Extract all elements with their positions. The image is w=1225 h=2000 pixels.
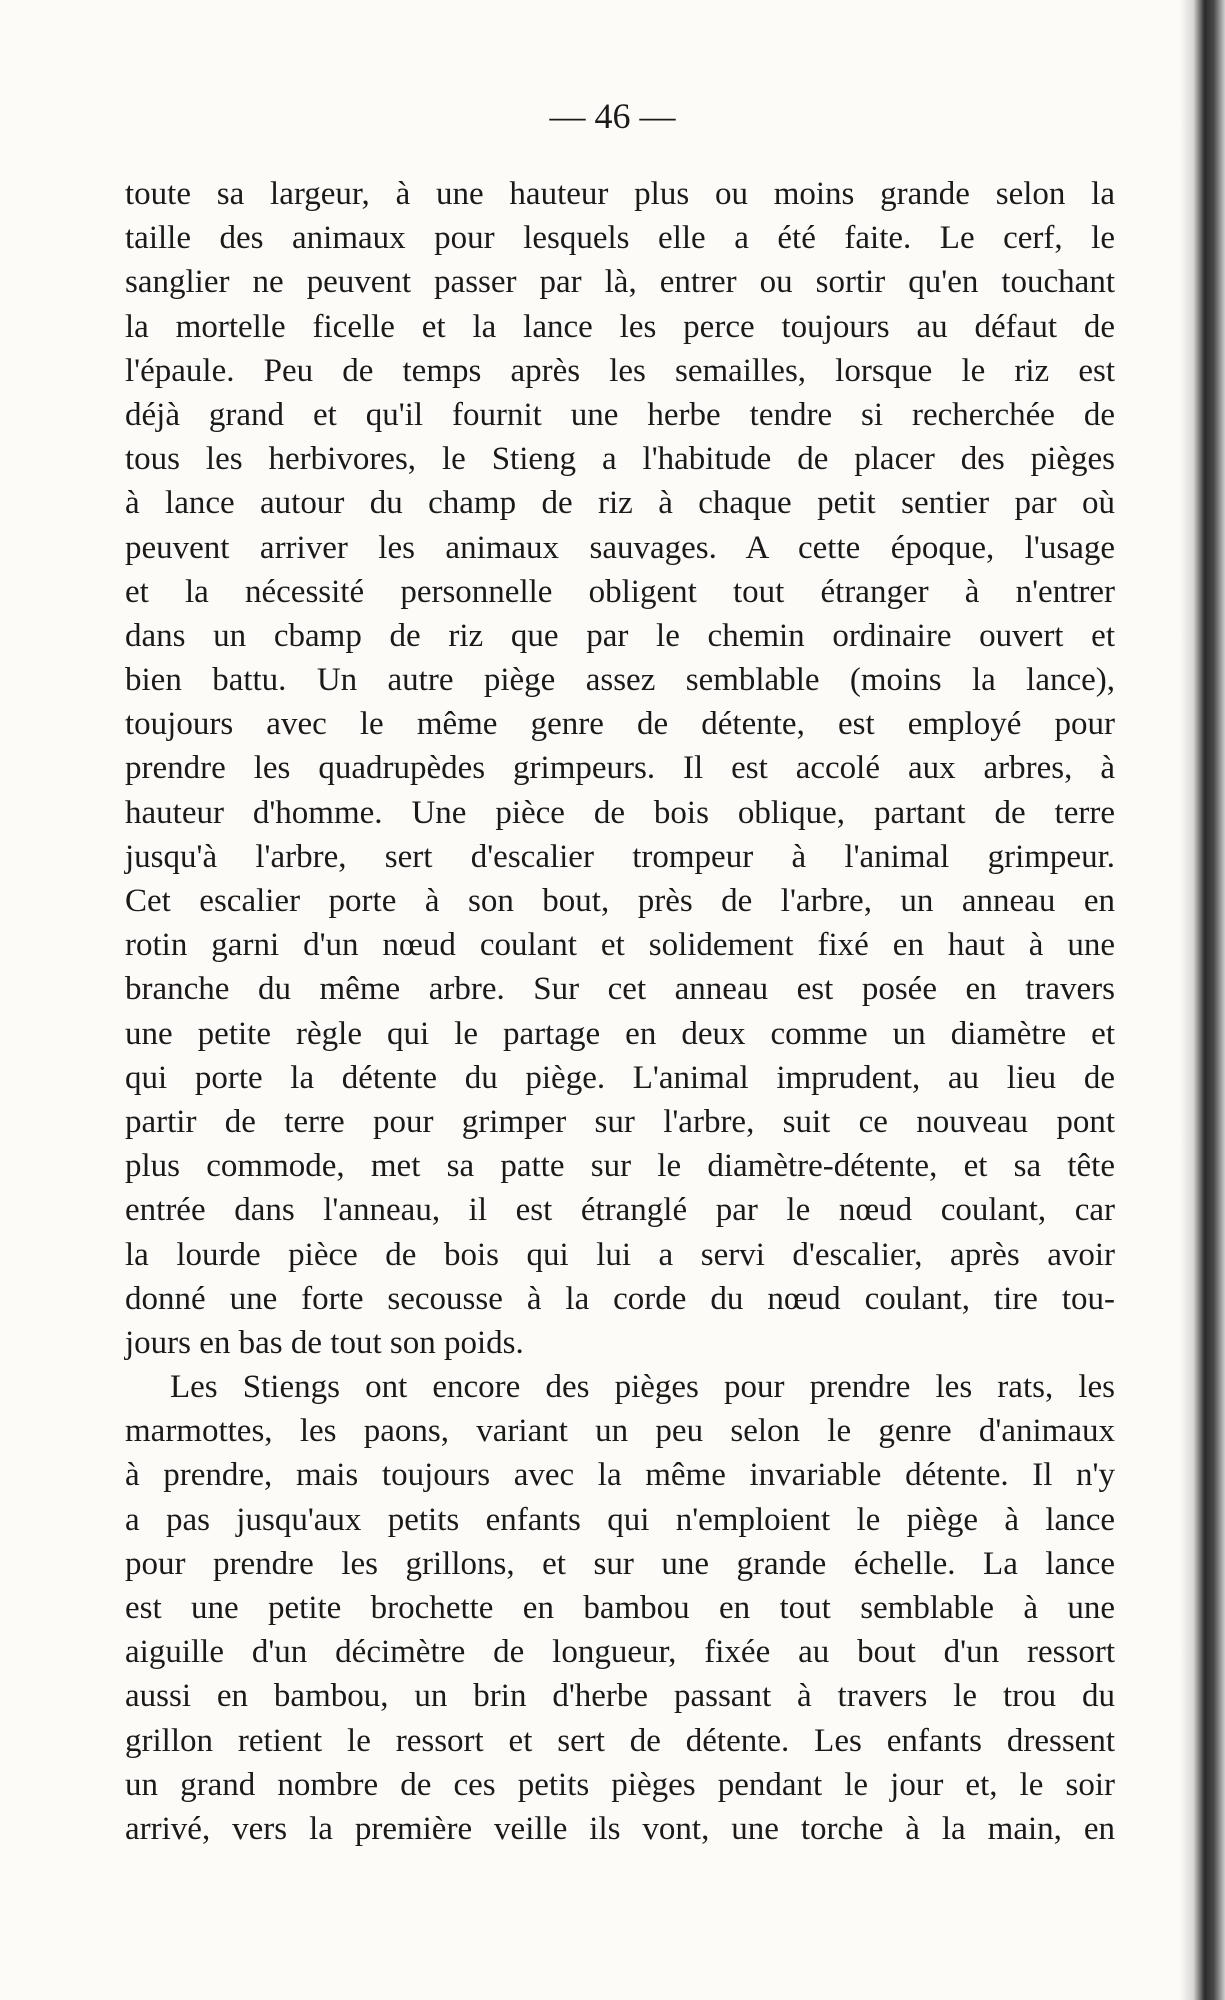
- text-line: à lance autour du champ de riz à chaque petit sentier par où: [125, 485, 1115, 522]
- text-line: branche du même arbre. Sur cet anneau est posée en travers: [125, 971, 1115, 1008]
- text-line: plus commode, met sa patte sur le diamètre-détente, et sa tête: [125, 1148, 1115, 1185]
- page-body: [125, 172, 1115, 1851]
- text-line: dans un cbamp de riz que par le chemin ordinaire ouvert et: [125, 617, 1115, 654]
- text-line: aiguille d'un décimètre de longueur, fixée au bout d'un ressort: [125, 1634, 1115, 1671]
- text-line: à prendre, mais toujours avec la même invariable détente. Il n'y: [125, 1457, 1115, 1494]
- text-line: un grand nombre de ces petits pièges pendant le jour et, le soir: [125, 1766, 1115, 1803]
- text-line: jusqu'à l'arbre, sert d'escalier trompeur à l'animal grimpeur.: [125, 838, 1115, 875]
- book-spine-shadow: [1180, 0, 1225, 2000]
- text-line: qui porte la détente du piège. L'animal imprudent, au lieu de: [125, 1059, 1115, 1096]
- text-line: est une petite brochette en bambou en tout semblable à une: [125, 1590, 1115, 1626]
- text-line: la lourde pièce de bois qui lui a servi d'escalier, après avoir: [125, 1236, 1115, 1273]
- text-line: jours en bas de tout son poids.: [125, 1324, 524, 1361]
- text-line: rotin garni d'un nœud coulant et solidement fixé en haut à une: [125, 927, 1115, 964]
- text-line: peuvent arriver les animaux sauvages. A cette époque, l'usage: [125, 529, 1115, 566]
- text-line: la mortelle ficelle et la lance les perce toujours au défaut de: [125, 308, 1115, 345]
- text-line: marmottes, les paons, variant un peu selon le genre d'animaux: [125, 1413, 1115, 1450]
- text-line: taille des animaux pour lesquels elle a été faite. Le cerf, le: [125, 220, 1115, 257]
- text-line: toute sa largeur, à une hauteur plus ou moins grande selon la: [125, 176, 1115, 212]
- text-line: toujours avec le même genre de détente, est employé pour: [125, 706, 1115, 743]
- text-line: donné une forte secousse à la corde du nœud coulant, tire tou-: [125, 1280, 1115, 1317]
- text-line: pour prendre les grillons, et sur une grande échelle. La lance: [125, 1545, 1115, 1582]
- text-line: et la nécessité personnelle obligent tout étranger à n'entrer: [125, 573, 1115, 610]
- text-line: hauteur d'homme. Une pièce de bois oblique, partant de terre: [125, 794, 1115, 831]
- text-line: aussi en bambou, un brin d'herbe passant à travers le trou du: [125, 1678, 1115, 1715]
- text-line: arrivé, vers la première veille ils vont, une torche à la main, en: [125, 1810, 1115, 1847]
- text-line: sanglier ne peuvent passer par là, entrer ou sortir qu'en touchant: [125, 264, 1115, 301]
- text-line: partir de terre pour grimper sur l'arbre, suit ce nouveau pont: [125, 1103, 1115, 1140]
- page-number: — 46 —: [549, 96, 676, 136]
- text-line: Cet escalier porte à son bout, près de l'arbre, un anneau en: [125, 883, 1115, 919]
- text-line: déjà grand et qu'il fournit une herbe tendre si recherchée de: [125, 396, 1115, 433]
- text-line: a pas jusqu'aux petits enfants qui n'emploient le piège à lance: [125, 1501, 1115, 1538]
- text-line: bien battu. Un autre piège assez semblable (moins la lance),: [125, 662, 1115, 699]
- text-line: entrée dans l'anneau, il est étranglé par le nœud coulant, car: [125, 1192, 1115, 1229]
- text-line: Les Stiengs ont encore des pièges pour prendre les rats, les: [170, 1369, 1115, 1406]
- text-line: l'épaule. Peu de temps après les semailles, lorsque le riz est: [125, 352, 1115, 389]
- text-line: tous les herbivores, le Stieng a l'habitude de placer des pièges: [125, 441, 1115, 478]
- text-line: prendre les quadrupèdes grimpeurs. Il est accolé aux arbres, à: [125, 750, 1115, 787]
- text-line: une petite règle qui le partage en deux comme un diamètre et: [125, 1015, 1115, 1052]
- text-line: grillon retient le ressort et sert de détente. Les enfants dressent: [125, 1722, 1115, 1759]
